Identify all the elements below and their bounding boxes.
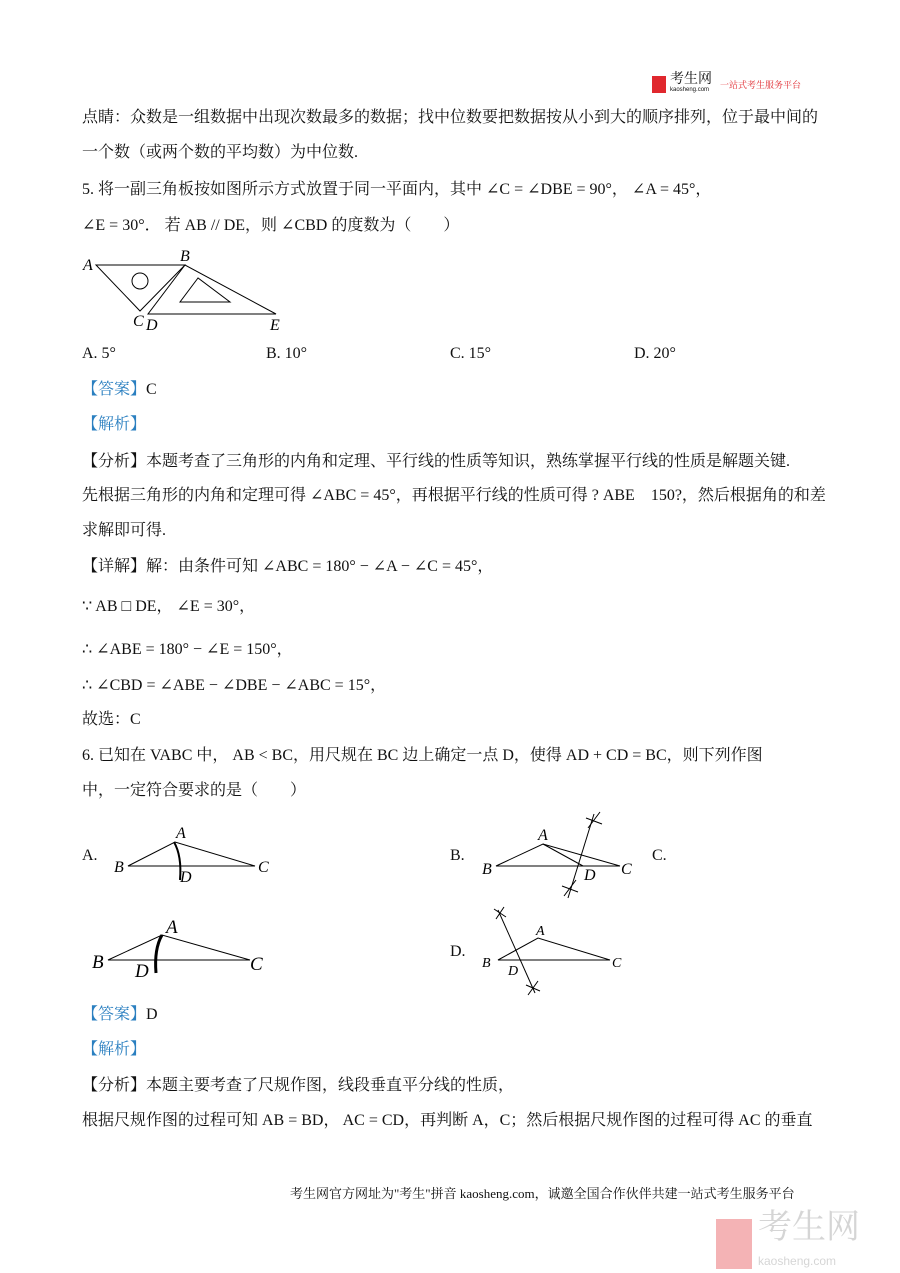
svg-text:B: B xyxy=(482,861,492,878)
page-footer: 考生网官方网址为"考生"拼音 kaosheng.com，诚邀全国合作伙伴共建一站式考生服务平台 xyxy=(290,1186,795,1201)
fenxi-text: 本题考查了三角形的内角和定理、平行线的性质等知识，熟练掌握平行线的性质是解题关键. xyxy=(146,453,791,470)
step-line: ∴ ∠ABE = 180° − ∠E = 150°， xyxy=(82,641,293,658)
svg-text:C: C xyxy=(621,861,632,878)
svg-text:B: B xyxy=(482,956,491,971)
step-line: ∵ AB □ DE， ∠E = 30°， xyxy=(82,598,256,615)
text-line: 点睛：众数是一组数据中出现次数最多的数据；找中位数要把数据按从小到大的顺序排列，位于最中间的 xyxy=(82,109,819,126)
svg-text:D: D xyxy=(135,961,149,980)
q5-choose: 故选：C xyxy=(82,711,141,728)
q6-figure-a xyxy=(110,822,280,887)
q6-fenxi xyxy=(82,1076,514,1096)
xiangjie-tag: 【详解】 xyxy=(82,558,147,575)
text-line: 求解即可得. xyxy=(82,522,167,539)
question-5-stem-cont: ∠E = 30°． 若 AB // DE，则 ∠CBD 的度数为（ ） xyxy=(82,217,460,234)
label-d: D xyxy=(146,317,158,334)
label-c: C xyxy=(133,313,144,330)
xiangjie-text: 解：由条件可知 ∠ABC = 180° − ∠A − ∠C = 45°， xyxy=(146,558,494,575)
q6-figure-c xyxy=(90,915,280,980)
option-d: D. 20° xyxy=(634,345,676,362)
logo-domain: kaosheng.com xyxy=(670,87,710,93)
header-slogan: 一站式考生服务平台 xyxy=(720,79,802,90)
svg-text:A: A xyxy=(166,917,178,938)
q5-xiangjie xyxy=(82,557,493,577)
label-b: B xyxy=(180,248,190,265)
label-e: E xyxy=(270,317,280,334)
step-line: ∴ ∠CBD = ∠ABE − ∠DBE − ∠ABC = 15°， xyxy=(82,677,387,694)
text-line: 根据尺规作图的过程可知 AB = BD， AC = CD，再判断 A，C；然后根据尺规作图的过程可得 AC 的垂直 xyxy=(82,1112,813,1129)
svg-text:B: B xyxy=(114,859,124,876)
svg-text:A: A xyxy=(536,924,545,939)
question-5-stem: 5. 将一副三角板按如图所示方式放置于同一平面内，其中 ∠C = ∠DBE = 90°， ∠A = 45°， xyxy=(82,181,712,198)
question-6-stem: 6. 已知在 VABC 中， AB < BC，用尺规在 BC 边上确定一点 D，使得 AD + CD = BC，则下列作图 xyxy=(82,747,763,764)
label-a: A xyxy=(83,257,93,274)
fenxi-text: 本题主要考查了尺规作图，线段垂直平分线的性质， xyxy=(146,1077,515,1094)
q6-answer xyxy=(82,1005,158,1025)
q6-option-c-label: C. xyxy=(652,847,667,864)
q6-analysis-tag: 【解析】 xyxy=(82,1041,147,1058)
q6-option-b-label: B. xyxy=(450,847,465,864)
answer-tag: 【答案】 xyxy=(82,381,147,398)
fenxi-tag: 【分析】 xyxy=(82,1077,147,1094)
answer-tag: 【答案】 xyxy=(82,1006,147,1023)
logo-text: 考生网 xyxy=(670,70,712,86)
q6-option-d-label: D. xyxy=(450,943,466,960)
watermark-logo: 考生网 kaosheng.com xyxy=(716,1210,860,1273)
text-line: 一个数（或两个数的平均数）为中位数. xyxy=(82,144,359,161)
q5-fenxi xyxy=(82,452,790,472)
q6-option-a-label: A. xyxy=(82,847,98,864)
svg-text:A: A xyxy=(538,827,548,844)
svg-text:B: B xyxy=(92,952,104,973)
svg-text:C: C xyxy=(612,956,622,971)
question-6-stem-cont: 中，一定符合要求的是（ ） xyxy=(82,782,307,799)
svg-text:C: C xyxy=(250,954,263,975)
option-b: B. 10° xyxy=(266,345,308,362)
q5-analysis-tag: 【解析】 xyxy=(82,416,147,433)
fenxi-tag: 【分析】 xyxy=(82,453,147,470)
q6-figure-b xyxy=(478,808,648,903)
answer-value: C xyxy=(146,381,157,398)
text-line: 先根据三角形的内角和定理可得 ∠ABC = 45°，再根据平行线的性质可得 ? ABE 150?，然后根据角的和差 xyxy=(82,487,826,504)
option-c: C. 15° xyxy=(450,345,492,362)
header-logo xyxy=(652,72,801,96)
svg-text:C: C xyxy=(258,859,269,876)
q6-figure-d xyxy=(480,905,640,1000)
q5-figure xyxy=(80,248,300,338)
svg-text:A: A xyxy=(176,825,186,842)
svg-text:D: D xyxy=(584,867,596,884)
watermark-mark-icon xyxy=(716,1219,752,1269)
answer-value: D xyxy=(146,1006,158,1023)
logo-mark-icon xyxy=(652,76,666,93)
svg-text:D: D xyxy=(180,869,192,886)
q5-answer xyxy=(82,380,157,400)
svg-text:D: D xyxy=(508,964,519,979)
option-a: A. 5° xyxy=(82,345,116,362)
